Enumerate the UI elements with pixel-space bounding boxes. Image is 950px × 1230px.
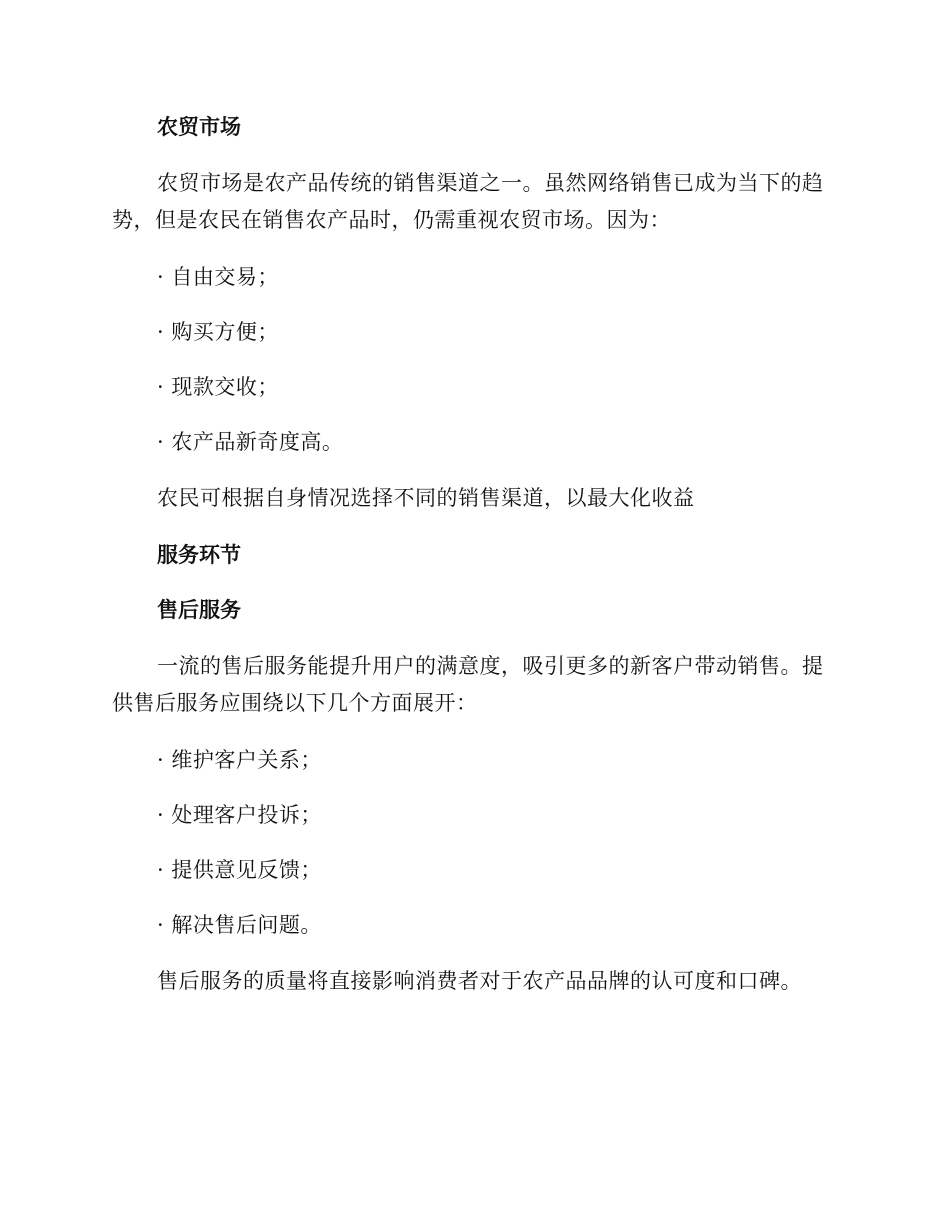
bullet-item: · 解决售后问题。 bbox=[157, 913, 322, 937]
document-body bbox=[112, 110, 836, 1000]
heading-farmers-market: 农贸市场 bbox=[157, 115, 241, 139]
heading-after-sales: 售后服务 bbox=[157, 598, 241, 622]
heading-service: 服务环节 bbox=[157, 543, 241, 567]
bullet-item: · 提供意见反馈； bbox=[157, 858, 322, 882]
bullet-item: · 维护客户关系； bbox=[157, 748, 322, 772]
bullet-item: · 农产品新奇度高。 bbox=[157, 430, 344, 454]
paragraph-after-sales-intro: 一流的售后服务能提升用户的满意度，吸引更多的新客户带动销售。提供售后服务应围绕以下几个方面展开： bbox=[112, 654, 824, 715]
bullet-item: · 购买方便； bbox=[157, 320, 279, 344]
bullet-item: · 处理客户投诉； bbox=[157, 803, 322, 827]
bullet-item: · 自由交易； bbox=[157, 265, 279, 289]
paragraph-after-sales-conclusion: 售后服务的质量将直接影响消费者对于农产品品牌的认可度和口碑。 bbox=[157, 969, 802, 993]
paragraph-market-conclusion: 农民可根据自身情况选择不同的销售渠道，以最大化收益 bbox=[157, 486, 695, 510]
paragraph-market-intro: 农贸市场是农产品传统的销售渠道之一。虽然网络销售已成为当下的趋势，但是农民在销售农产品时，仍需重视农贸市场。因为： bbox=[112, 171, 824, 232]
bullet-item: · 现款交收； bbox=[157, 375, 279, 399]
